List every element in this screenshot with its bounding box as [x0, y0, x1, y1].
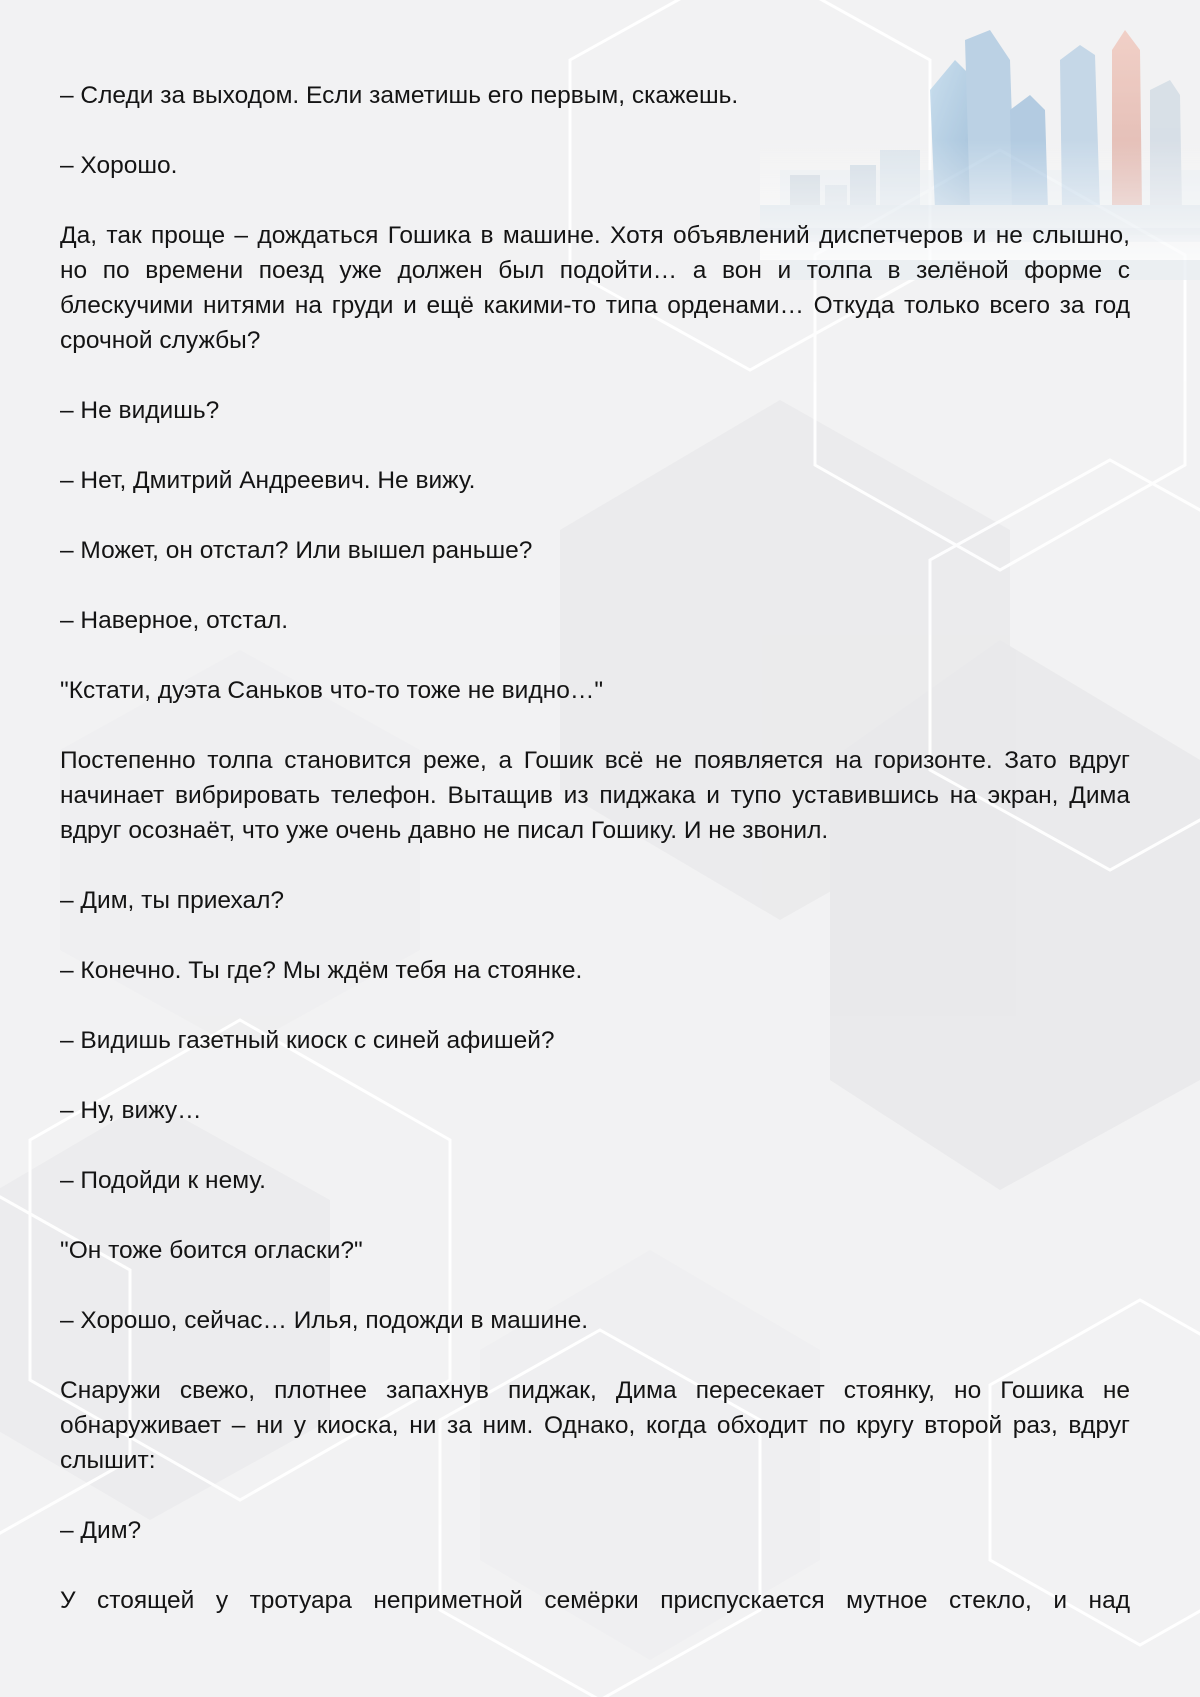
- dialogue-line: – Подойди к нему.: [60, 1167, 266, 1194]
- narrative-paragraph: Да, так проще – дождаться Гошика в машине. Хотя объявлений диспетчеров и не слышно, но по времени поезд уже должен был подойти… а вон и толпа в зелёной форме с блескучими нитями на груди и ещё какими-то типа орденами… Откуда только всего за год срочной службы?: [60, 222, 1130, 354]
- narrative-paragraph-continued: У стоящей у тротуара неприметной семёрки приспускается мутное стекло, и над: [60, 1587, 1130, 1614]
- dialogue-line: – Не видишь?: [60, 397, 220, 424]
- dialogue-line: – Хорошо, сейчас… Илья, подожди в машине.: [60, 1307, 589, 1334]
- dialogue-line: – Дим, ты приехал?: [60, 887, 284, 914]
- dialogue-line: – Дим?: [60, 1517, 142, 1544]
- dialogue-line: – Может, он отстал? Или вышел раньше?: [60, 537, 533, 564]
- inner-thought-line: "Он тоже боится огласки?": [60, 1237, 363, 1264]
- dialogue-line: – Нет, Дмитрий Андреевич. Не вижу.: [60, 467, 476, 494]
- document-body: [60, 78, 1130, 1618]
- dialogue-line: – Следи за выходом. Если заметишь его первым, скажешь.: [60, 82, 739, 109]
- dialogue-line: – Хорошо.: [60, 152, 178, 179]
- dialogue-line: – Видишь газетный киоск с синей афишей?: [60, 1027, 555, 1054]
- dialogue-line: – Конечно. Ты где? Мы ждём тебя на стоянке.: [60, 957, 583, 984]
- dialogue-line: – Наверное, отстал.: [60, 607, 289, 634]
- dialogue-line: – Ну, вижу…: [60, 1097, 202, 1124]
- narrative-paragraph: Постепенно толпа становится реже, а Гошик всё не появляется на горизонте. Зато вдруг начинает вибрировать телефон. Вытащив из пиджака и тупо уставившись на экран, Дима вдруг осознаёт, что уже очень давно не писал Гошику. И не звонил.: [60, 747, 1130, 844]
- narrative-paragraph: Снаружи свежо, плотнее запахнув пиджак, Дима пересекает стоянку, но Гошика не обнаруживает – ни у киоска, ни за ним. Однако, когда обходит по кругу второй раз, вдруг слышит:: [60, 1377, 1130, 1474]
- inner-thought-line: "Кстати, дуэта Саньков что-то тоже не видно…": [60, 677, 604, 704]
